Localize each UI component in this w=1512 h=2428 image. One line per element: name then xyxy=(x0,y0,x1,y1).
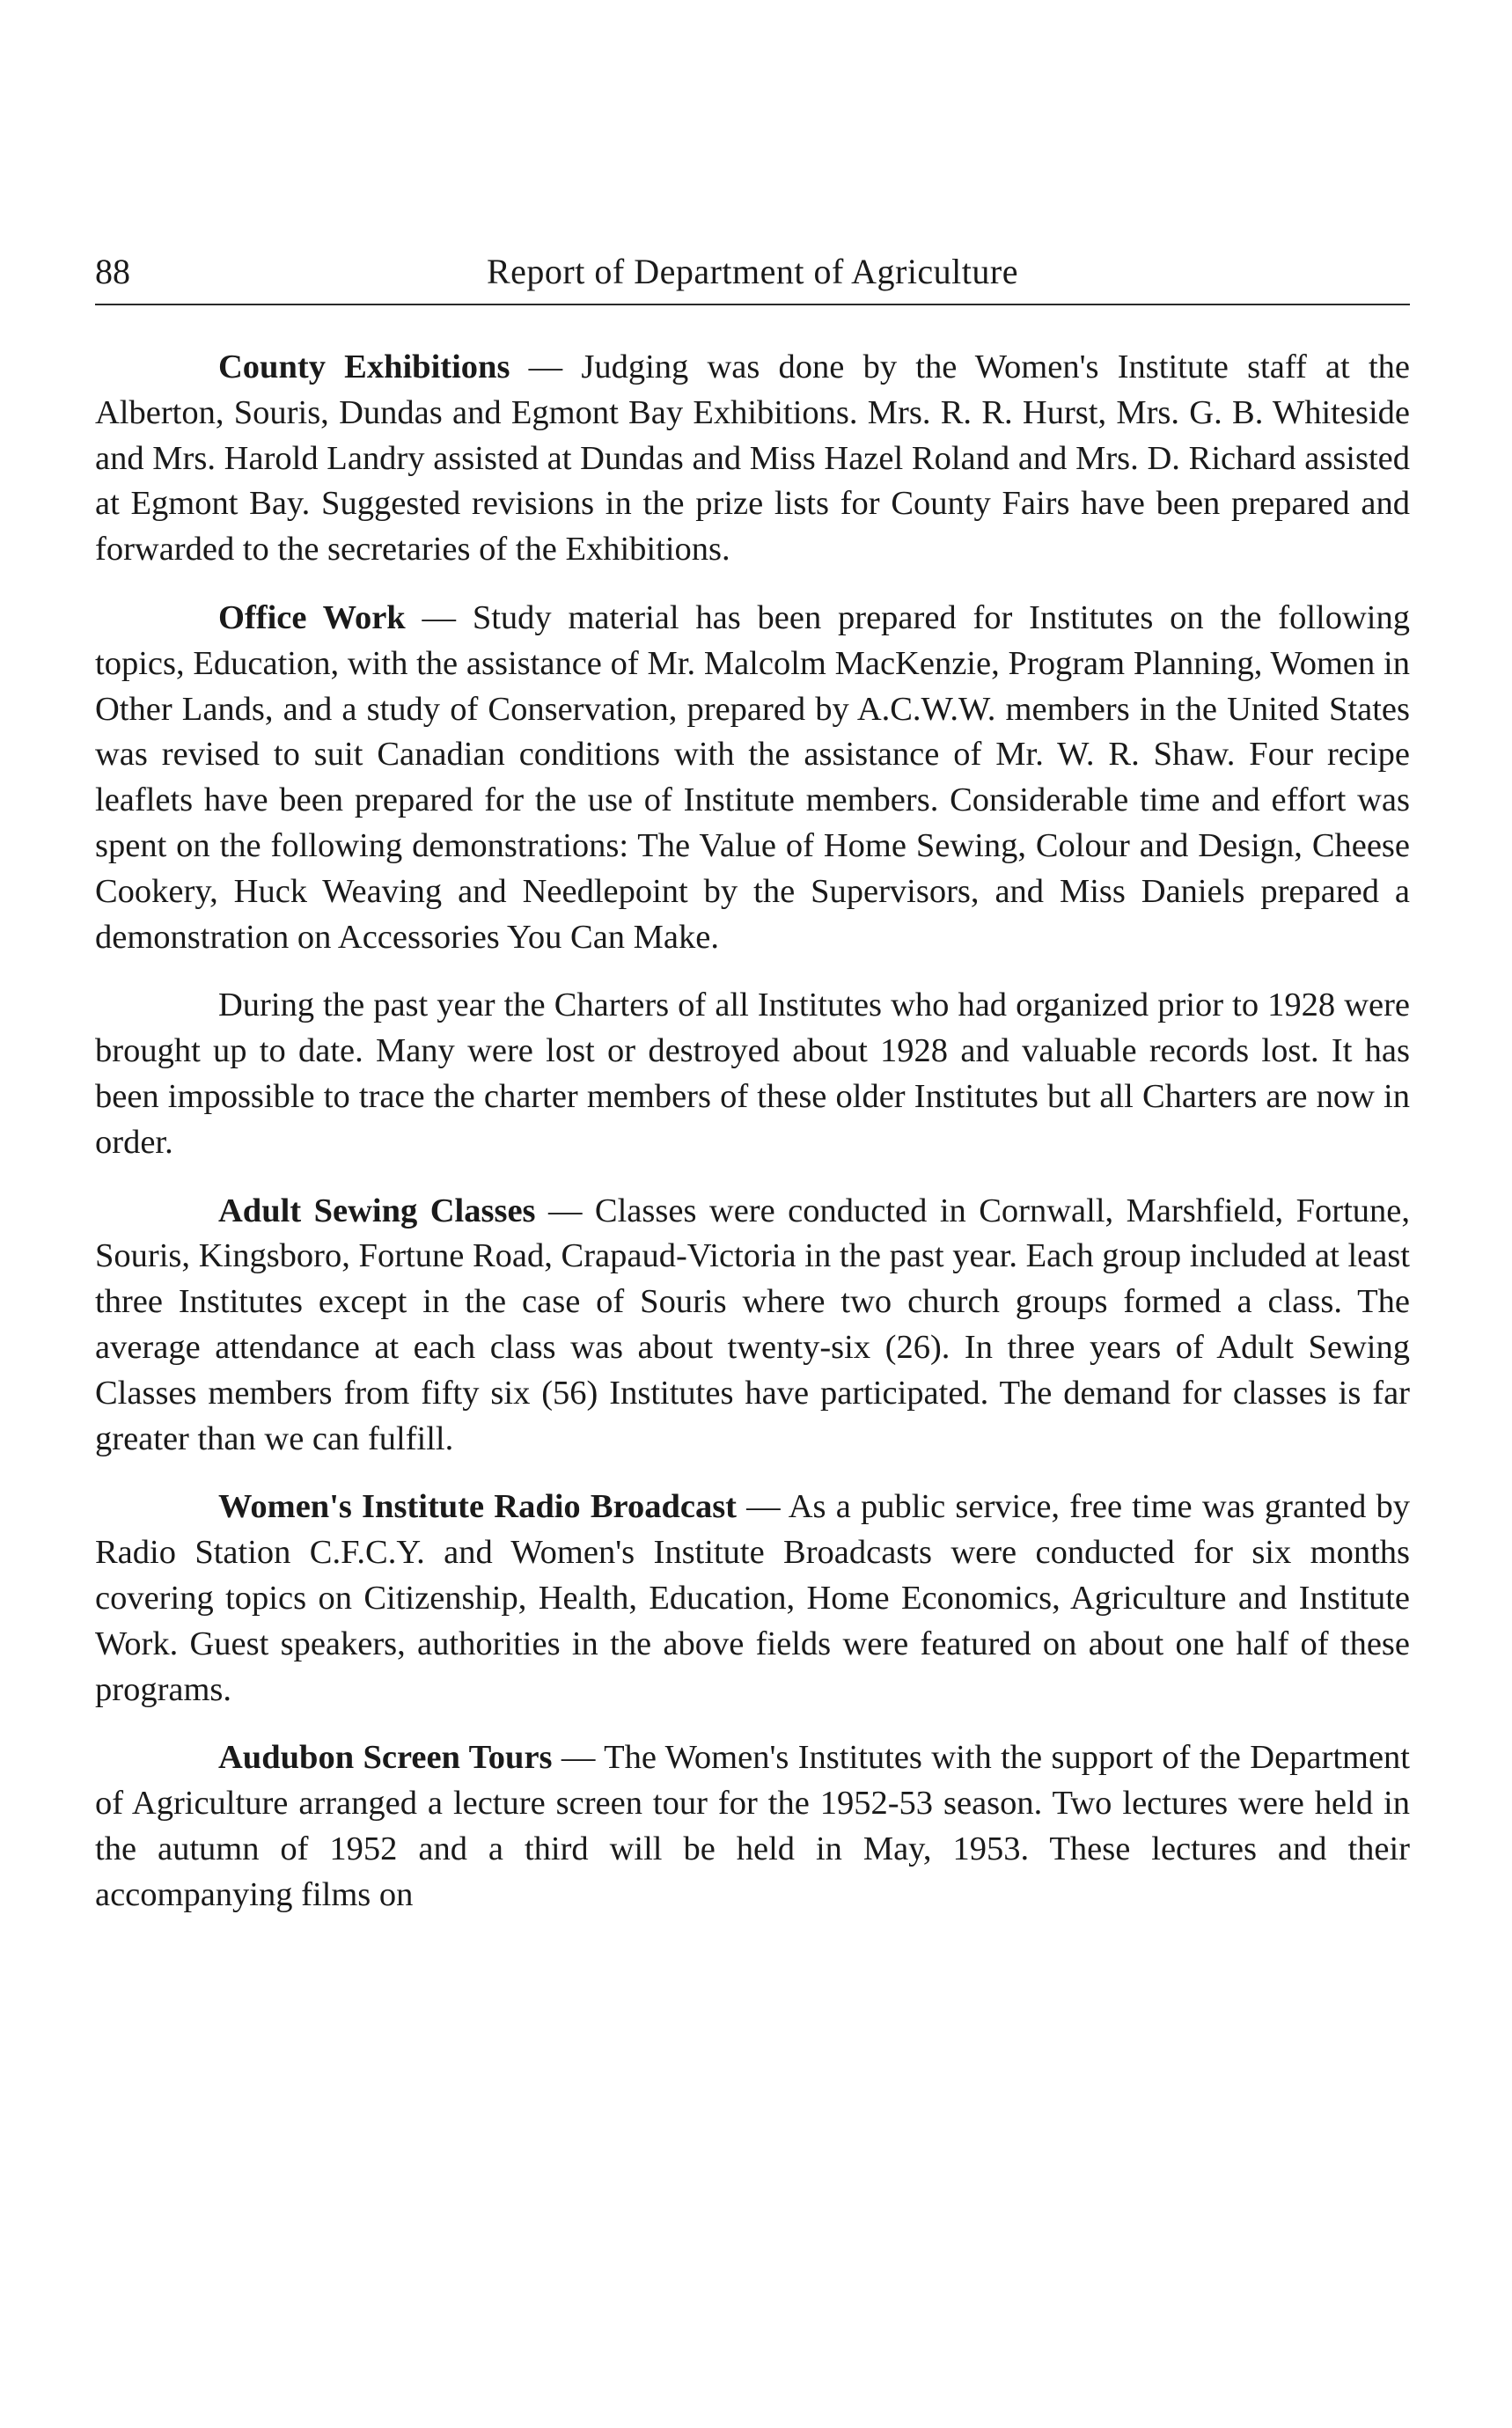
paragraph-heading: Adult Sewing Classes xyxy=(218,1192,536,1229)
paragraph-heading: Audubon Screen Tours xyxy=(218,1739,553,1777)
paragraph-text: — The Women's Institutes with the support of the Department of Agriculture arranged a lecture screen tour for the 1952-53 season. Two lectures were held in the autumn of 1952 and a third will be held in May, 1953. These lectures and their accompanying films on xyxy=(95,1739,1410,1913)
paragraph-text: — Classes were conducted in Cornwall, Marshfield, Fortune, Souris, Kingsboro, Fortune Road, Crapaud-Victoria in the past year. Each group included at least three Institutes except in the case of Souris where two church groups formed a class. The average attendance at each class was about twenty-six (26). In three years of Adult Sewing Classes members from fifty six (56) Institutes have participated. The demand for classes is far greater than we can fulfill. xyxy=(95,1192,1411,1457)
paragraph-heading: Office Work xyxy=(218,598,406,636)
paragraph-text: — Study material has been prepared for Institutes on the following topics, Education, with the assistance of Mr. Malcolm MacKenzie, Program Planning, Women in Other Lands, and a study of Conservation, prepared by A.C.W.W. members in the United States was revised to suit Canadian conditions with the assistance of Mr. W. R. Shaw. Four recipe leaflets have been prepared for the use of Institute members. Considerable time and effort was spent on the following demonstrations: The Value of Home Sewing, Colour and Design, Cheese Cookery, Huck Weaving and Needlepoint by the Supervisors, and Miss Daniels prepared a demonstration on Accessories You Can Make. xyxy=(95,598,1410,956)
paragraph-text: During the past year the Charters of all Institutes who had organized prior to 1928 were brought up to date. Many were lost or destroyed about 1928 and valuable records lost. It has been impossible to trace the charter members of these older Institutes but all Charters are now in order. xyxy=(95,987,1410,1161)
header-rule xyxy=(95,304,1410,305)
paragraph-heading: Women's Institute Radio Broadcast xyxy=(218,1488,737,1526)
paragraph-heading: County Exhibitions xyxy=(218,348,510,385)
paragraph-charters xyxy=(95,983,1410,1165)
paragraph-text: — As a public service, free time was granted by Radio Station C.F.C.Y. and Women's Institute Broadcasts were conducted for six months covering topics on Citizenship, Health, Education, Home Economics, Agriculture and Institute Work. Guest speakers, authorities in the above fields were featured on about one half of these programs. xyxy=(95,1488,1410,1708)
paragraph-text: — Judging was done by the Women's Institute staff at the Alberton, Souris, Dundas and Egmont Bay Exhibitions. Mrs. R. R. Hurst, Mrs. G. B. Whiteside and Mrs. Harold Landry assisted at Dundas and Miss Hazel Roland and Mrs. D. Richard assisted at Egmont Bay. Suggested revisions in the prize lists for County Fairs have been prepared and forwarded to the secretaries of the Exhibitions. xyxy=(95,348,1410,568)
document-page xyxy=(95,0,1410,2428)
paragraph-adult-sewing-classes xyxy=(95,1189,1410,1463)
paragraph-radio-broadcast xyxy=(95,1485,1410,1713)
paragraph-county-exhibitions xyxy=(95,345,1410,573)
running-head xyxy=(95,249,1410,295)
paragraph-audubon-screen-tours xyxy=(95,1735,1410,1918)
body-text xyxy=(95,345,1410,1941)
page-number: 88 xyxy=(95,252,130,291)
paragraph-office-work xyxy=(95,596,1410,960)
page-heading: Report of Department of Agriculture xyxy=(487,252,1018,291)
